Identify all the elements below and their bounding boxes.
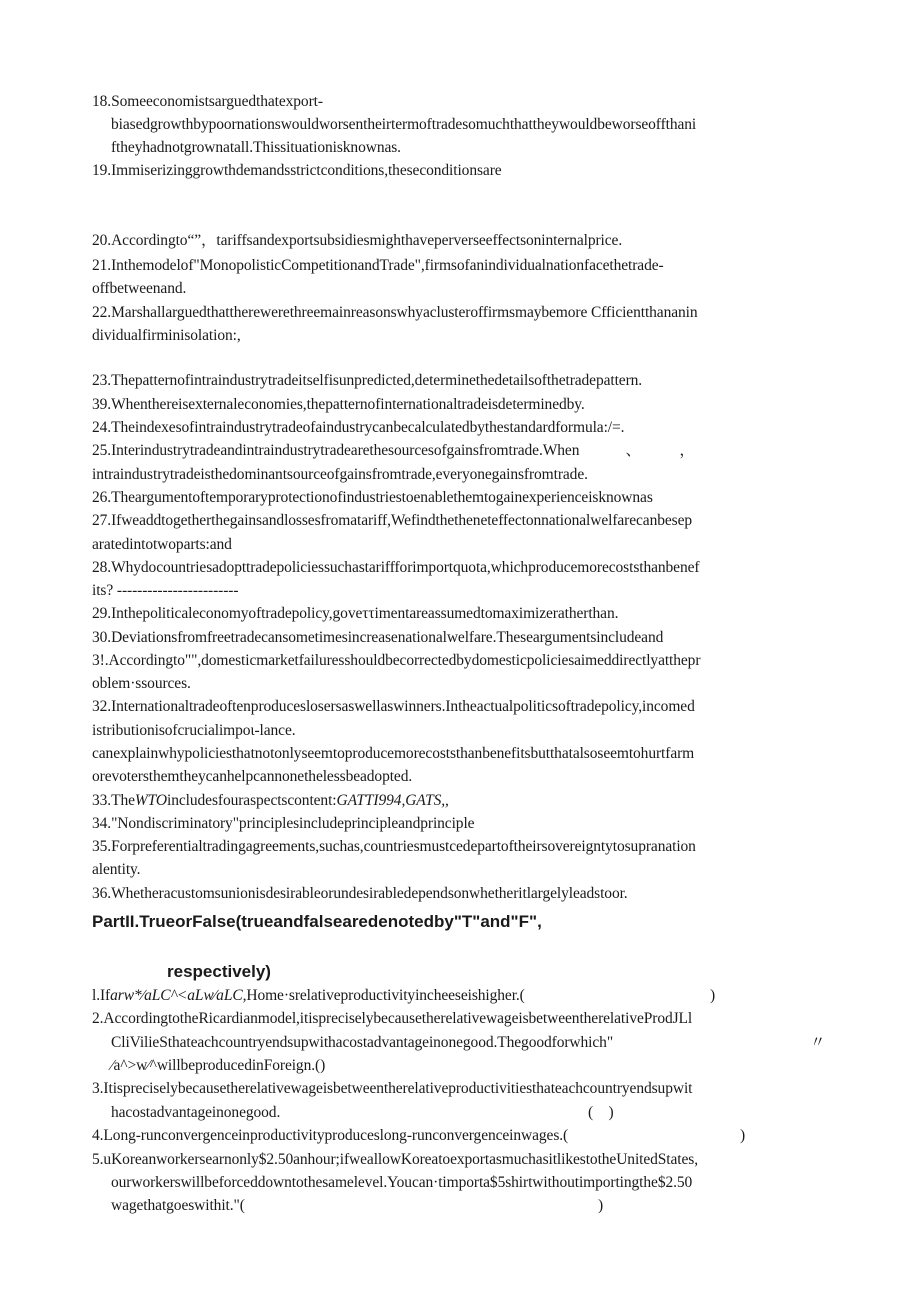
tf5-line1: 5.uKoreanworkersearnonly$2.50anhour;ifweallowKoreatoexportasmuchasitlikestotheUnitedStates, bbox=[92, 1151, 698, 1168]
q32-line4: orevotersthemtheycanhelpcannonethelessbeadopted. bbox=[92, 768, 413, 785]
q22-line1: 22.Marshallarguedthattherewerethreemainreasonswhyaclusteroffirmsmaybemore Cfficientthananin bbox=[92, 304, 698, 321]
q33-gatt: GATTI994,GATS,, bbox=[336, 792, 449, 809]
q19: 19.Immiserizinggrowthdemandsstrictconditions,theseconditionsare bbox=[92, 162, 502, 179]
q33-wto: WTO bbox=[134, 792, 168, 809]
q35-line2: alentity. bbox=[92, 861, 141, 878]
q27-line1: 27.Ifweaddtogetherthegainsandlossesfromatariff,Wefindthetheneteffectonnationalwelfarecanbesep bbox=[92, 512, 693, 529]
q18-line1: 18.Someeconomistsarguedthatexport- bbox=[92, 93, 323, 110]
tf1-prefix: l.If bbox=[92, 987, 111, 1004]
tf2-line3: ∕a^>w∕^willbeproducedinForeign.() bbox=[111, 1057, 326, 1074]
tf1-close-paren: ) bbox=[710, 987, 716, 1004]
q32-line1: 32.Internationaltradeoftenproduceslosersaswellaswinners.Intheactualpoliticsoftradepolicy,incomed bbox=[92, 698, 695, 715]
q28-line1: 28.Whydocountriesadopttradepoliciessuchastariffforimportquota,whichproducemorecoststhanbenef bbox=[92, 559, 700, 576]
tf4: 4.Long-runconvergenceinproductivityproduceslong-runconvergenceinwages.( bbox=[92, 1127, 569, 1144]
q26: 26.Theargumentoftemporaryprotectionofindustriestoenablethemtogainexperienceisknownas bbox=[92, 489, 653, 506]
q20: 20.Accordingto“”，tariffsandexportsubsidiesmighthaveperverseeffectsoninternalprice. bbox=[92, 232, 623, 249]
q31-line1: 3!.Accordingto"",domesticmarketfailuresshouldbecorrectedbydomesticpoliciesaimeddirectlyatthepr bbox=[92, 652, 701, 669]
q30: 30.Deviationsfromfreetradecansometimesincreasenationalwelfare.Theseargumentsincludeand bbox=[92, 629, 664, 646]
tf3-paren: ( ) bbox=[588, 1104, 614, 1121]
tf5-close-paren: ) bbox=[598, 1197, 604, 1214]
tf2-mark: 〃 bbox=[810, 1034, 826, 1051]
q29: 29.Inthepoliticaleconomyoftradepolicy,goveττimentareassumedtomaximizeratherthan. bbox=[92, 605, 619, 622]
q34: 34."Nondiscriminatory"principlesincludeprincipleandprinciple bbox=[92, 815, 475, 832]
tf5-line2: ourworkerswillbeforceddowntothesamelevel.Youcan·timporta$5shirtwithoutimportingthe$2.50 bbox=[111, 1174, 693, 1191]
q21-line1: 21.Inthemodelof"MonopolisticCompetitionandTrade",firmsofanindividualnationfacethetrade- bbox=[92, 257, 664, 274]
q33-prefix: 33.The bbox=[92, 792, 135, 809]
q27-line2: aratedintotwoparts:and bbox=[92, 536, 232, 553]
q32-line2: istributionisofcrucialimpoι-lance. bbox=[92, 722, 296, 739]
q25-line1: 25.Interindustrytradeandintraindustrytradearethesourcesofgainsfromtrade.When 、 ， bbox=[92, 442, 695, 459]
q31-line2: oblem·ssources. bbox=[92, 675, 191, 692]
q32-line3: canexplainwhypoliciesthatnotonlyseemtoproducemorecoststhanbenefitsbutthatalsoseemtohurtfarm bbox=[92, 745, 695, 762]
tf1-rest: Home·srelativeproductivityincheeseishigher.( bbox=[246, 987, 525, 1004]
tf2-line2: CliVilieSthateachcountryendsupwithacostadvantageinonegood.Thegoodforwhich" bbox=[111, 1034, 614, 1051]
q23: 23.Thepatternofintraindustrytradeitselfisunpredicted,determinethedetailsofthetradepattern. bbox=[92, 372, 643, 389]
tf4-close-paren: ) bbox=[740, 1127, 746, 1144]
q24: 24.Theindexesofintraindustrytradeofaindustrycanbecalculatedbythestandardformula:/=. bbox=[92, 419, 625, 436]
q21-line2: offbetweenand. bbox=[92, 280, 187, 297]
tf3-line2: hacostadvantageinonegood. bbox=[111, 1104, 281, 1121]
q18-line2: biasedgrowthbypoornationswouldworsentheirtermoftradesomuchthattheywouldbeworseoffthani bbox=[111, 116, 697, 133]
tf1 bbox=[92, 986, 525, 1006]
tf2-line1: 2.AccordingtotheRicardianmodel,itispreciselybecausetherelativewageisbetweentherelativeProdJLl bbox=[92, 1010, 693, 1027]
q36: 36.Whetheracustomsunionisdesirableorundesirabledependsonwhetheritlargelyleadstoor. bbox=[92, 885, 628, 902]
tf5-line3: wagethatgoeswithit."( bbox=[111, 1197, 245, 1214]
part2-heading-line1: PartII.TrueorFalse(trueandfalsearedenotedby"T"and"F", bbox=[92, 912, 542, 931]
tf3-line1: 3.Itispreciselybecausetherelativewageisbetweentherelativeproductivitiesthateachcountryendsupwit bbox=[92, 1080, 693, 1097]
q22-line2: dividualfirminisolation:, bbox=[92, 327, 241, 344]
tf1-formula: arw*∕aLC^<aLw∕aLC, bbox=[110, 987, 247, 1004]
q33 bbox=[92, 791, 449, 811]
q28-line2: its? ------------------------ bbox=[92, 582, 239, 599]
q18-line3: ftheyhadnotgrownatall.Thissituationisknownas. bbox=[111, 139, 401, 156]
part2-heading-line2: respectively) bbox=[167, 962, 271, 981]
q39: 39.Whenthereisexternaleconomies,thepatternofinternationaltradeisdeterminedby. bbox=[92, 396, 585, 413]
q25-line2: intraindustrytradeisthedominantsourceofgainsfromtrade,everyonegainsfromtrade. bbox=[92, 466, 588, 483]
q33-mid: includesfouraspectscontent: bbox=[167, 792, 337, 809]
q35-line1: 35.Forpreferentialtradingagreements,suchas,countriesmustcedepartoftheirsovereigntytosupranation bbox=[92, 838, 696, 855]
